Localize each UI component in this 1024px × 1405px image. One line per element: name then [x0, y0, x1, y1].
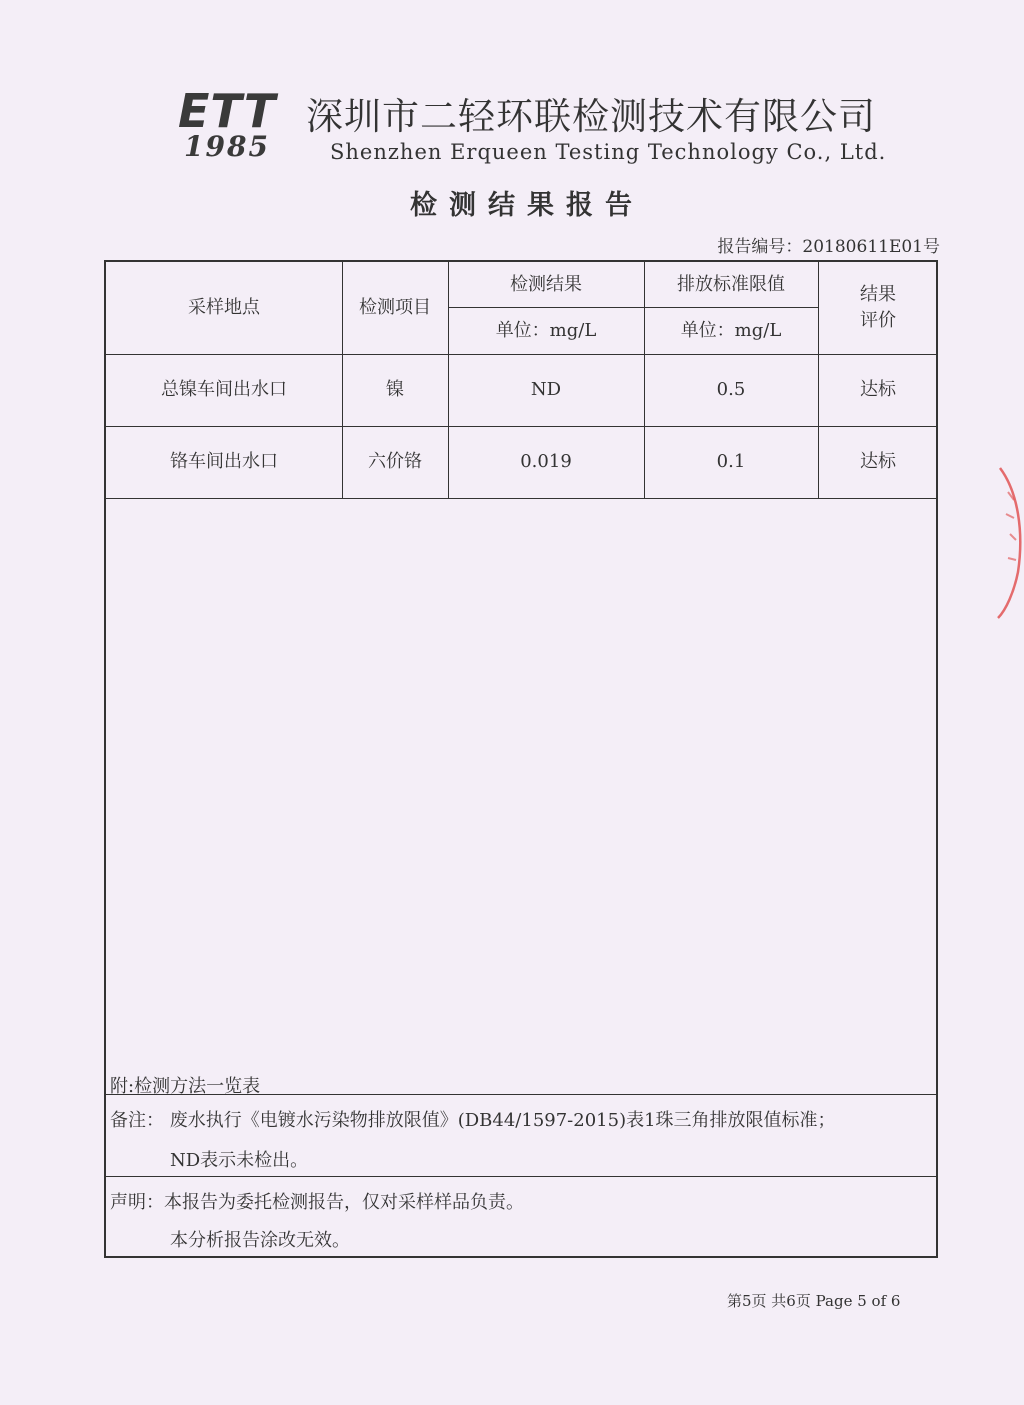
results-table: [104, 260, 938, 1258]
table-cell-limit: 0.1: [716, 451, 746, 472]
header-evaluation: [818, 262, 938, 354]
table-cell-location: 总镍车间出水口: [161, 379, 287, 400]
company-logo: [178, 84, 296, 168]
table-cell-evaluation: 达标: [860, 451, 896, 472]
company-name-en: Shenzhen Erqueen Testing Technology Co., Ltd.: [330, 140, 887, 164]
remark-line: ND表示未检出。: [170, 1150, 309, 1171]
table-cell-item: 镍: [386, 379, 404, 400]
header-location: 采样地点: [188, 297, 260, 318]
header-result-unit: 单位：mg/L: [495, 319, 597, 341]
header-result: 检测结果: [510, 273, 582, 295]
report-number: 报告编号：20180611E01号: [717, 237, 940, 257]
header-evaluation-line2: 评价: [860, 310, 896, 331]
page-number: 第5页 共6页 Page 5 of 6: [727, 1292, 901, 1310]
header-evaluation-line1: 结果: [860, 284, 896, 305]
statement-line: 声明：本报告为委托检测报告，仅对采样样品负责。: [110, 1192, 524, 1213]
remark-divider: [106, 1176, 938, 1177]
remark-line: 备注： 废水执行《电镀水污染物排放限值》(DB44/1597-2015)表1珠三角排放限值标准；: [110, 1110, 836, 1131]
appendix-label: 附:检测方法一览表: [110, 1076, 261, 1097]
table-cell-result: 0.019: [520, 451, 572, 472]
logo-text: ETT: [178, 84, 277, 138]
table-cell-item: 六价铬: [368, 451, 422, 472]
table-cell-location: 铬车间出水口: [170, 451, 278, 472]
report-title: 检测结果报告: [410, 190, 644, 221]
logo-year: 1985: [184, 130, 270, 163]
seal-stamp: [992, 462, 1024, 622]
table-cell-result: ND: [530, 379, 562, 400]
table-cell-evaluation: 达标: [860, 379, 896, 400]
table-bottom-divider: [106, 498, 938, 499]
header-item: 检测项目: [359, 297, 431, 318]
statement-line: 本分析报告涂改无效。: [170, 1230, 350, 1251]
table-cell-limit: 0.5: [716, 379, 746, 400]
header-limit-unit: 单位：mg/L: [680, 319, 782, 341]
company-name-cn: 深圳市二轻环联检测技术有限公司: [306, 95, 876, 138]
header-limit: 排放标准限值: [677, 273, 785, 295]
